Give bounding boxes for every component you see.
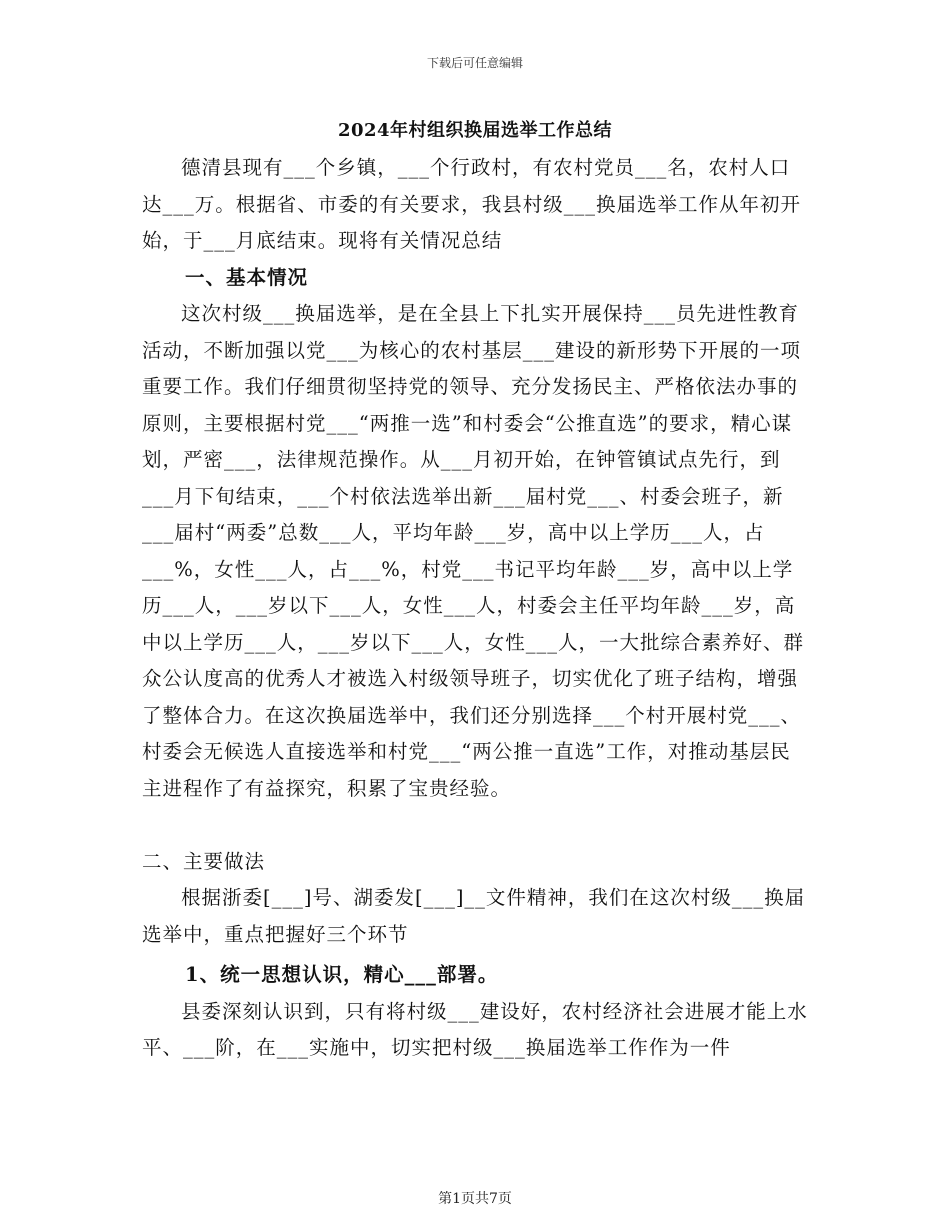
page-header-note: 下载后可任意编辑 (426, 56, 523, 70)
paragraph-intro: 德清县现有___个乡镇，___个行政村，有农村党员___名，农村人口达___万。根据省、市委的有关要求，我县村级___换届选举工作从年初开始，于___月底结束。现将有关情况总结 (142, 156, 802, 252)
document-body (142, 150, 810, 1067)
page-number: 第1页共7页 (438, 1191, 512, 1207)
document-title: 2024年村组织换届选举工作总结 (337, 120, 613, 141)
paragraph-basic-situation: 这次村级___换届选举，是在全县上下扎实开展保持___员先进性教育活动，不断加强以党___为核心的农村基层___建设的新形势下开展的一项重要工作。我们仔细贯彻坚持党的领导、充分发扬民主、严格依法办事的原则，主要根据村党___“两推一选”和村委会“公推直选”的要求，精心谋划，严密___，法律规范操作。从___月初开始，在钟管镇试点先行，到___月下旬结束，___个村依法选举出新___届村党___、村委会班子，新___届村“两委”总数___人，平均年龄___岁，高中以上学历___人，占___%，女性___人，占___%，村党___书记平均年龄___岁，高中以上学历___人，___岁以下___人，女性___人，村委会主任平均年龄___岁，高中以上学历___人，___岁以下___人，女性___人，一大批综合素养好、群众公认度高的优秀人才被选入村级领导班子，切实优化了班子结构，增强了整体合力。在这次换届选举中，我们还分别选择___个村开展村党___、村委会无候选人直接选举和村党___“两公推一直选”工作，对推动基层民主进程作了有益探究，积累了宝贵经验。 (142, 302, 805, 800)
section-heading-methods: 二、主要做法 (142, 849, 266, 873)
paragraph-county-committee: 县委深刻认识到，只有将村级___建设好，农村经济社会进展才能上水平、___阶，在___实施中，切实把村级___换届选举工作作为一件 (142, 999, 808, 1059)
section-heading-basic: 一、基本情况 (185, 265, 309, 289)
paragraph-methods-intro: 根据浙委[___]号、湖委发[___]__文件精神，我们在这次村级___换届选举中，重点把握好三个环节 (142, 886, 806, 946)
subheading-unify-thinking: 1、统一思想认识，精心___部署。 (185, 963, 499, 986)
